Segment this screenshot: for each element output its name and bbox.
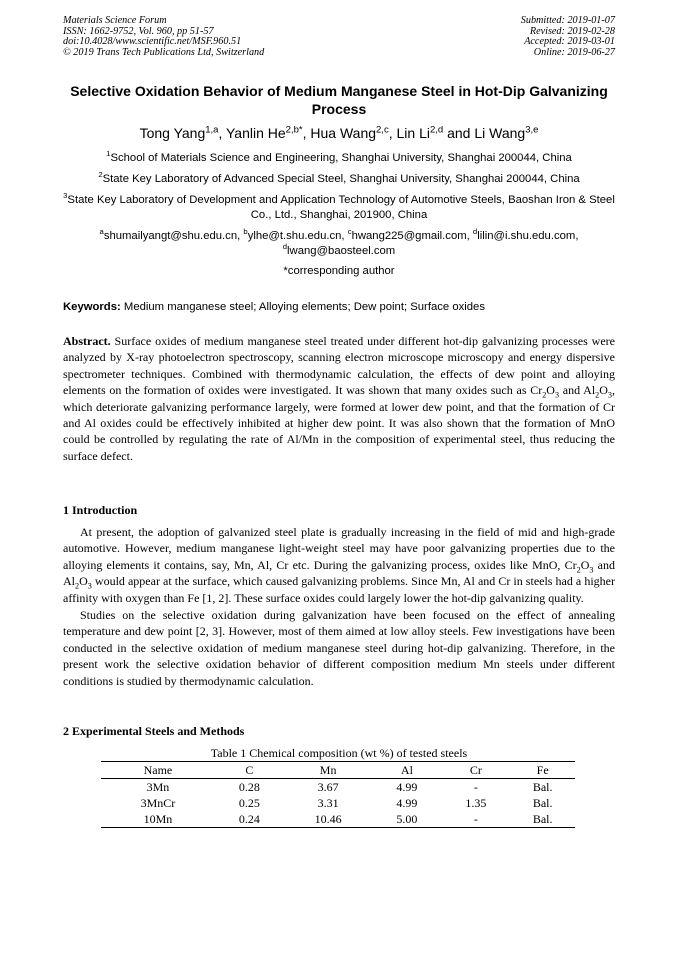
table-cell: 5.00 xyxy=(372,811,441,828)
table-cell: 10Mn xyxy=(101,811,215,828)
section-heading-methods: 2 Experimental Steels and Methods xyxy=(63,724,245,738)
table-header-row xyxy=(101,762,575,779)
section-heading-introduction: 1 Introduction xyxy=(63,503,138,517)
table-cell: 4.99 xyxy=(396,796,418,810)
table-cell: 3.31 xyxy=(317,796,339,810)
table-cell: 0.28 xyxy=(238,780,260,794)
email-link[interactable]: hwang225@gmail.com, xyxy=(351,230,473,242)
table-row xyxy=(101,779,575,796)
corresponding-author-note: *corresponding author xyxy=(283,265,395,277)
journal-name: Materials Science Forum xyxy=(63,15,167,26)
author-affil-mark: 2,c xyxy=(376,124,389,136)
journal-header-right xyxy=(521,16,615,58)
author-name: Hua Wang xyxy=(310,125,377,141)
table-cell: 3Mn xyxy=(146,780,170,794)
table-cell: 0.24 xyxy=(215,811,284,828)
online-date: Online: 2019-06-27 xyxy=(533,46,615,58)
table-cell: Bal. xyxy=(532,796,553,810)
intro-paragraph-1: At present, the adoption of galvanized steel plate is gradually increasing in the field of mid and high-grade automotive. However, medium manganese light-weight steel may have poor galvanizing properties due to the alloying elements it contains, say, Mn, Al, Cr etc. During the galvanizing process, oxides like MnO, $Cr_2O_3$ and $Al_2O_3$ would appear at the surface, which caused galvanizing problems. Since Mn, Al and Cr in steels had a higher affinity with oxygen than Fe [1, 2]. These surface oxides could largely lower the hot-dip galvanizing quality. xyxy=(63,525,615,605)
table-row xyxy=(101,811,575,828)
author-affil-mark: 2,d xyxy=(429,124,444,136)
author-name: Li Wang xyxy=(474,125,526,141)
author-affil-mark: 1,a xyxy=(205,124,219,136)
intro-paragraph-2: Studies on the selective oxidation during galvanization have been focused on the effect of annealing temperature and dew point [2, 3]. However, most of them aimed at low alloy steels. Few investigations have been conducted in the selective oxidation of medium manganese steel during hot-dip galvanizing. Therefore, in the present work the selective oxidation behavior of different composition medium Mn steels under different conditions is studied by thermodynamic calculation. xyxy=(63,608,615,688)
abstract-label: Abstract. xyxy=(63,334,111,348)
issn-line: ISSN: 1662-9752, Vol. 960, pp 51-57 xyxy=(63,25,214,37)
table-cell: Bal. xyxy=(510,811,575,828)
table-cell: 3.67 xyxy=(317,780,339,794)
email-link[interactable]: lwang@baosteel.com xyxy=(287,244,396,257)
table-header-cell: Fe xyxy=(510,762,575,779)
paper-title: Selective Oxidation Behavior of Medium Manganese Steel in Hot-Dip Galvanizing Process xyxy=(70,83,608,117)
table-caption: Table 1 Chemical composition (wt %) of tested steels xyxy=(210,746,468,760)
revised-date: Revised: 2019-02-28 xyxy=(529,25,615,37)
table-cell: - xyxy=(441,811,510,828)
email-list: $^a$shumailyangt@shu.edu.cn, $^b$ylhe@t.shu.edu.cn, $^c$hwang225@gmail.com, $^d$lilin@i.shu.edu.com, $^d$lwang@baosteel.com xyxy=(99,227,579,257)
author-name: Tong Yang xyxy=(139,125,206,141)
accepted-date: Accepted: 2019-03-01 xyxy=(524,36,615,48)
copyright-line: © 2019 Trans Tech Publications Ltd, Switzerland xyxy=(63,46,265,58)
author-affil-mark: 2,b* xyxy=(285,124,303,136)
author-list: Tong Yang$^{1,a}$, Yanlin $He^{2,b*}$, Hua Wang$^{2,c}$, Lin Li$^{2,d}$ and Li Wang$^{3,e}$ xyxy=(139,124,539,141)
table-header-cell: Name xyxy=(101,762,215,779)
table-header-cell: Al xyxy=(372,762,441,779)
author-affil-mark: 3,e xyxy=(525,124,539,136)
table-cell: 3MnCr xyxy=(140,796,176,810)
table-cell: 1.35 xyxy=(465,796,487,810)
table-cell: 4.99 xyxy=(396,780,418,794)
table-cell: 0.25 xyxy=(238,796,260,810)
affiliation-2: $^2$State Key Laboratory of Advanced Special Steel, Shanghai University, Shanghai 200044, China xyxy=(98,170,580,185)
author-name: Lin Li xyxy=(396,125,430,141)
author-name: Yanlin He xyxy=(226,125,286,141)
table-row xyxy=(101,795,575,811)
affiliation-1: $^1$School of Materials Science and Engineering, Shanghai University, Shanghai 200044, China xyxy=(106,149,572,164)
submitted-date: Submitted: 2019-01-07 xyxy=(520,15,615,26)
doi-line: doi:10.4028/www.scientific.net/MSF.960.51 xyxy=(63,36,242,48)
chemical-composition-table xyxy=(101,761,575,828)
keywords-text: Medium manganese steel; Alloying elements; Dew point; Surface oxides xyxy=(120,301,485,313)
table-header-cell: Mn xyxy=(284,762,373,779)
table-header-cell: Cr xyxy=(441,762,510,779)
table-cell: Bal. xyxy=(532,780,553,794)
journal-header-left xyxy=(63,16,264,58)
affiliation-3: $^3$State Key Laboratory of Development and Application Technology of Automotive Steels, Baoshan Iron & Steel Co., Ltd., Shanghai, 201900, China xyxy=(63,191,615,221)
keywords-label: Keywords: xyxy=(63,301,121,313)
abstract: Abstract. Surface oxides of medium manganese steel treated under different hot-dip galvanizing processes were analyzed by X-ray photoelectron spectroscopy, scanning electron microscope microscopy and energy dispersive spectrometer techniques. Combined with thermodynamic calculation, the effects of dew point and alloying elements on the formation of oxides were investigated. It was shown that many oxides such as $Cr_2O_3$ and $Al_2O_3$, which deteriorate galvanizing performance largely, were formed at lower dew point, and that the formation of Cr and Al oxides could be effectively inhibited at higher dew point. It was also shown that the formation of MnO could be controlled by regulating the rate of Al/Mn in the composition of experimental steel, thus reducing the surface defect. xyxy=(63,334,615,463)
email-link[interactable]: shumailyangt@shu.edu.cn, xyxy=(103,230,244,242)
keywords xyxy=(63,300,615,314)
table-cell: 10.46 xyxy=(284,811,373,828)
email-link[interactable]: lilin@i.shu.edu.com, xyxy=(477,230,579,242)
table-header-cell: C xyxy=(215,762,284,779)
email-link[interactable]: ylhe@t.shu.edu.cn, xyxy=(247,230,348,242)
table-cell: - xyxy=(473,780,478,794)
